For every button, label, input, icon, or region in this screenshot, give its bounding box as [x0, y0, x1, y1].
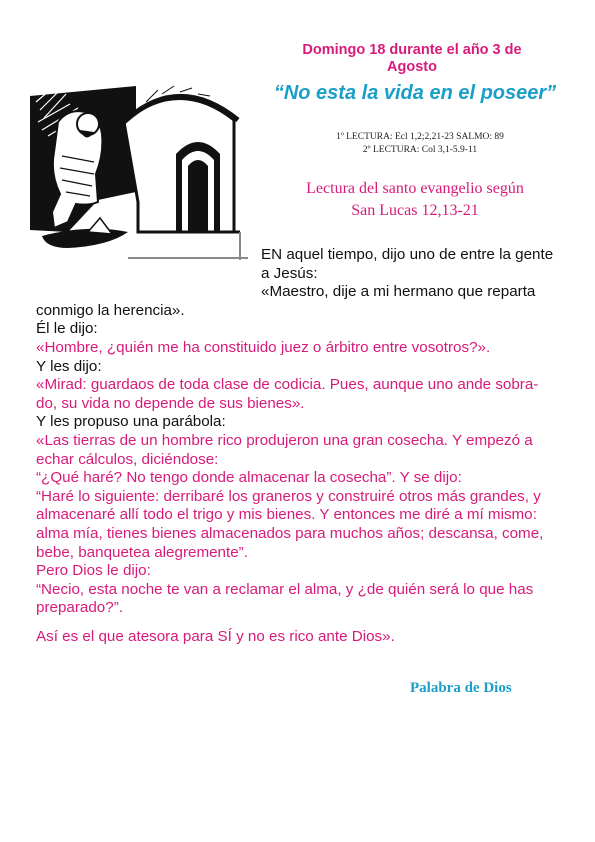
jesus-quote: «Mirad: guardaos de toda clase de codicia. Pues, aunque uno ande sobra-: [36, 376, 539, 394]
text-line: Él le dijo:: [36, 320, 98, 338]
jesus-quote: preparado?”.: [36, 599, 123, 617]
gospel-text: [36, 246, 576, 646]
text-line: EN aquel tiempo, dijo uno de entre la gente: [261, 246, 554, 263]
date-line-1: Domingo 18 durante el año 3 de: [302, 42, 522, 58]
man-carrying-grain-to-barn-icon: [28, 82, 250, 260]
readings: [285, 131, 555, 157]
gospel-intro-line-1: Lectura del santo evangelio según: [306, 180, 524, 197]
jesus-quote: bebe, banquetea alegremente”.: [36, 543, 248, 561]
jesus-quote: “Necio, esta noche te van a reclamar el alma, y ¿de quién será lo que has: [36, 580, 534, 598]
text-line: «Maestro, dije a mi hermano que reparta: [261, 283, 536, 301]
second-reading: 2º LECTURA: Col 3,1-5.9-11: [362, 145, 478, 155]
page-title: “No esta la vida en el poseer”: [273, 82, 557, 104]
jesus-quote: «Hombre, ¿quién me ha constituido juez o árbitro entre vosotros?».: [36, 338, 491, 356]
text-line: conmigo la herencia».: [36, 301, 185, 319]
jesus-quote: echar cálculos, diciéndose:: [36, 450, 219, 468]
jesus-quote: do, su vida no depende de sus bienes».: [36, 394, 305, 412]
header-date: [262, 42, 562, 76]
jesus-quote: «Las tierras de un hombre rico produjeron una gran cosecha. Y empezó a: [36, 431, 533, 449]
gospel-reference: San Lucas 12,13-21: [351, 202, 479, 219]
jesus-quote: alma mía, tienes bienes almacenados para muchos años; descansa, come,: [36, 524, 544, 542]
jesus-quote: “Haré lo siguiente: derribaré los graneros y construiré otros más grandes, y: [36, 487, 541, 505]
jesus-quote: almacenaré allí todo el trigo y mis bienes. Y entonces me diré a mí mismo:: [36, 506, 537, 524]
text-line: Y les propuso una parábola:: [36, 413, 226, 431]
text-line: Y les dijo:: [36, 357, 102, 375]
jesus-quote: Así es el que atesora para SÍ y no es rico ante Dios».: [36, 627, 395, 645]
jesus-quote: Pero Dios le dijo:: [36, 562, 151, 580]
text-line: a Jesús:: [261, 264, 318, 282]
jesus-quote: “¿Qué haré? No tengo donde almacenar la cosecha”. Y se dijo:: [36, 469, 462, 487]
closing-acclamation: Palabra de Dios: [410, 680, 512, 696]
first-reading: 1º LECTURA: Ecl 1,2;2,21-23 SALMO: 89: [336, 132, 504, 142]
date-line-2: Agosto: [387, 59, 437, 75]
gospel-intro: [270, 178, 560, 222]
